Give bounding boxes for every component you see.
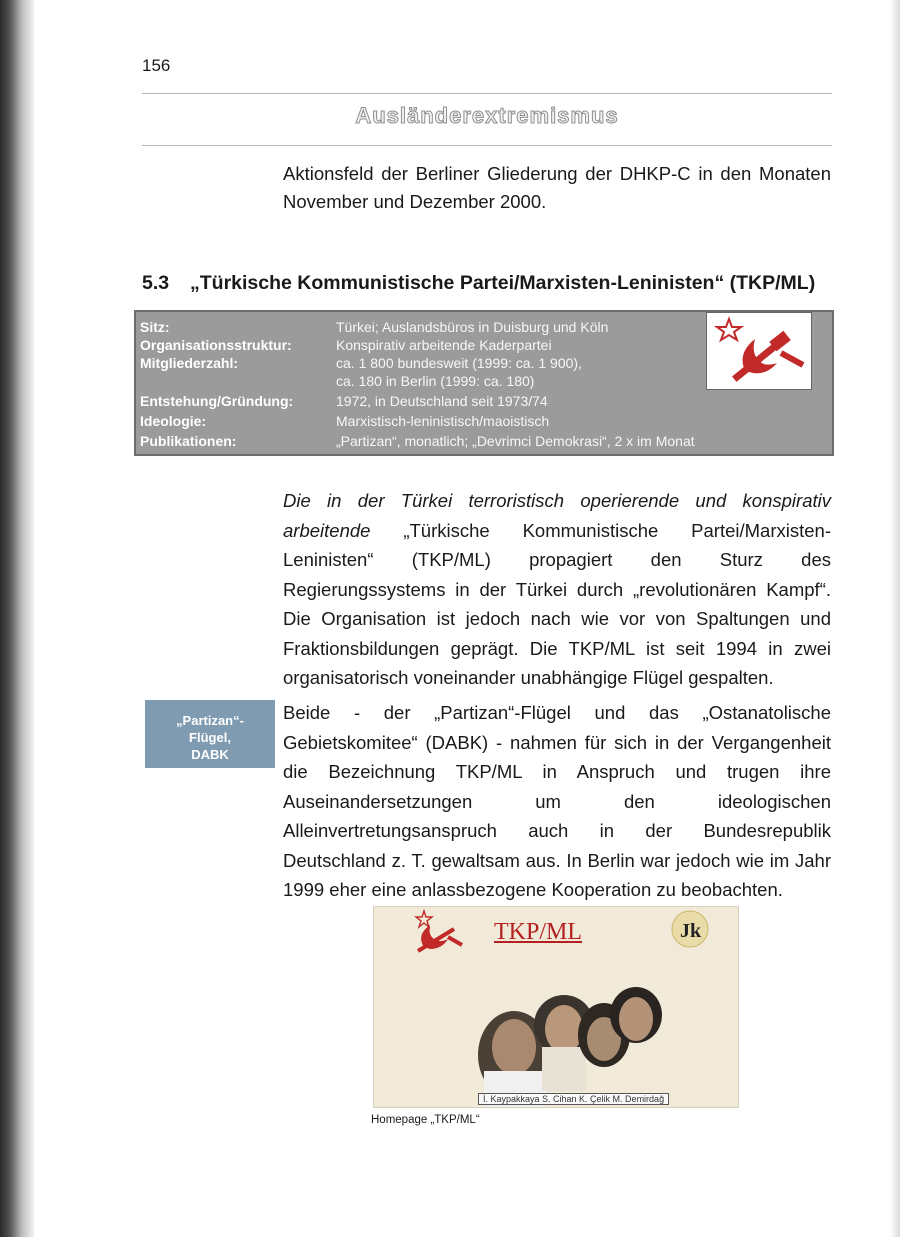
paragraph-factions: Beide - der „Partizan“-Flügel und das „Ostanatolische Gebietskomitee“ (DABK) - nahmen für sich in der Vergangenheit die Bezeichnung TKP/ML in Anspruch und trugen ihre Auseinandersetzungen um den ideologischen Alleinvertretungsanspruch auch in der Bundesrepublik Deutschland z. T. gewaltsam aus. In Berlin war jedoch wie im Jahr 1999 eher eine anlassbezogene Kooperation zu beobachten. <box>283 702 831 900</box>
fact-value: 1972, in Deutschland seit 1973/74 <box>336 393 548 409</box>
hammer-sickle-icon <box>707 313 811 389</box>
book-binding-shadow <box>0 0 34 1237</box>
fact-label: Sitz: <box>140 319 170 335</box>
fact-value: Türkei; Auslandsbüros in Duisburg und Köln <box>336 319 609 335</box>
margin-note-line: DABK <box>191 747 229 762</box>
header-rule-bottom <box>142 145 832 146</box>
fact-value: ca. 180 in Berlin (1999: ca. 180) <box>336 373 535 389</box>
section-heading <box>142 272 832 295</box>
fact-value: ca. 1 800 bundesweit (1999: ca. 1 900), <box>336 355 582 371</box>
fact-value: Konspirativ arbeitende Kaderpartei <box>336 337 552 353</box>
fact-label: Organisationsstruktur: <box>140 337 292 353</box>
fact-label: Mitgliederzahl: <box>140 355 239 371</box>
fact-label: Ideologie: <box>140 413 207 429</box>
homepage-title: TKP/ML <box>494 919 583 945</box>
section-title: „Türkische Kommunistische Partei/Marxisten-Leninisten“ (TKP/ML) <box>190 272 816 294</box>
fact-box <box>134 310 834 456</box>
section-number: 5.3 <box>142 272 170 294</box>
margin-note <box>145 700 275 768</box>
running-head: Ausländerextremismus <box>355 103 619 128</box>
paragraph-intro <box>283 486 831 693</box>
page-edge-shadow <box>890 0 900 1237</box>
fact-label: Entstehung/Gründung: <box>140 393 294 409</box>
svg-text:Jk: Jk <box>680 920 702 942</box>
homepage-name-strip: İ. Kaypakkaya S. Cihan K. Çelik M. Demirdağ <box>478 1093 669 1105</box>
margin-note-line: Flügel, <box>189 730 231 745</box>
paragraph-intro-rest: „Türkische Kommunistische Partei/Marxisten-Leninisten“ (TKP/ML) propagiert den Sturz des Regierungssystems in der Türkei durch „revolutionären Kampf“. Die Organisation ist jedoch nach wie vor von Spaltungen und Fraktionsbildungen geprägt. Die TKP/ML ist seit 1994 in zwei organisatorisch voneinander unabhängige Flügel gespalten. <box>283 519 831 688</box>
margin-note-line: „Partizan“- <box>176 713 244 728</box>
fact-value: „Partizan“, monatlich; „Devrimci Demokrasi“, 2 x im Monat <box>336 433 695 449</box>
photo-caption: Homepage „TKP/ML“ <box>371 1114 480 1126</box>
paragraph-intro-italic: Die in der Türkei terroristisch operierende und konspirativ arbeitende <box>283 490 831 541</box>
map-caption: Aktionsfeld der Berliner Gliederung der DHKP-C in den Monaten November und Dezember 2000. <box>283 163 831 212</box>
fact-value: Marxistisch-leninistisch/maoistisch <box>336 413 550 429</box>
header-rule-top <box>142 93 832 94</box>
homepage-screenshot <box>373 906 739 1108</box>
hammer-sickle-logo <box>706 312 812 390</box>
fact-label: Publikationen: <box>140 433 237 449</box>
page-number: 156 <box>142 56 171 75</box>
